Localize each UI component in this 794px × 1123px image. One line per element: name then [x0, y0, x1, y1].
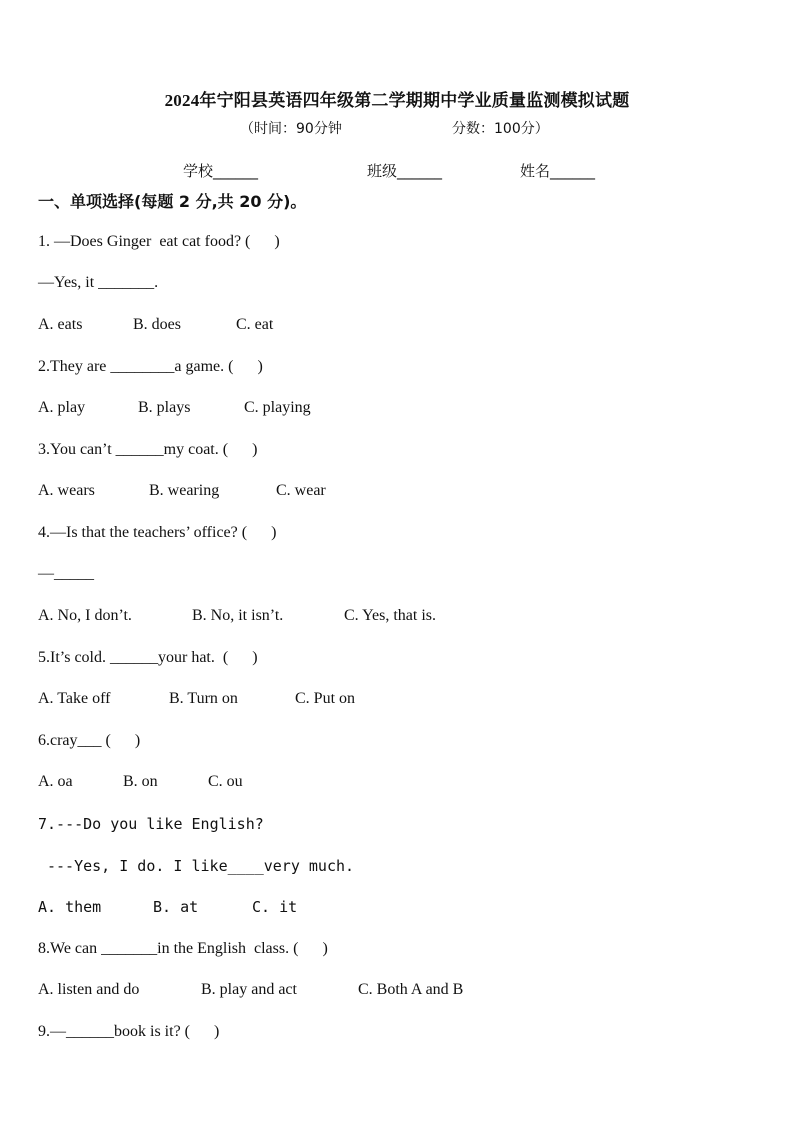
question-9-stem: 9.—______book is it? ( ) [38, 1023, 220, 1040]
question-3-option-c[interactable]: C. wear [276, 482, 326, 499]
question-8-option-a[interactable]: A. listen and do [38, 981, 140, 998]
section-heading: 一、单项选择(每题 2 分,共 20 分)。 [38, 192, 307, 211]
question-1-answer-line: —Yes, it _______. [38, 274, 159, 291]
question-4-stem: 4.—Is that the teachers’ office? ( ) [38, 524, 277, 541]
question-7-option-b[interactable]: B. at [153, 898, 199, 916]
question-1-option-a[interactable]: A. eats [38, 316, 83, 333]
question-4-option-c[interactable]: C. Yes, that is. [344, 607, 437, 624]
question-5-stem: 5.It’s cold. ______your hat. ( ) [38, 649, 258, 666]
question-7-option-a[interactable]: A. them [38, 898, 102, 916]
question-4-option-a[interactable]: A. No, I don’t. [38, 607, 132, 624]
question-6-stem: 6.cray___ ( ) [38, 732, 141, 749]
question-7-stem: 7.---Do you like English? [38, 815, 264, 833]
question-2-stem: 2.They are ________a game. ( ) [38, 358, 263, 375]
question-6-option-a[interactable]: A. oa [38, 773, 73, 790]
question-5-option-c[interactable]: C. Put on [295, 690, 356, 707]
question-2-option-b[interactable]: B. plays [138, 399, 191, 416]
question-4-answer-line: —_____ [38, 565, 94, 582]
question-3-stem: 3.You can’t ______my coat. ( ) [38, 441, 258, 458]
question-4-option-b[interactable]: B. No, it isn’t. [192, 607, 284, 624]
question-6-option-c[interactable]: C. ou [208, 773, 243, 790]
question-1-option-c[interactable]: C. eat [236, 316, 274, 333]
question-2-option-c[interactable]: C. playing [244, 399, 311, 416]
question-8-stem: 8.We can _______in the English class. ( ) [38, 940, 328, 957]
question-5-option-b[interactable]: B. Turn on [169, 690, 238, 707]
question-3-option-a[interactable]: A. wears [38, 482, 95, 499]
class-field[interactable]: 班级______ [367, 162, 443, 180]
exam-time: （时间：90分钟 [240, 121, 342, 137]
exam-score: 分数：100分） [452, 121, 549, 137]
page-title: 2024年宁阳县英语四年级第二学期期中学业质量监测模拟试题 [164, 91, 630, 110]
question-7-option-c[interactable]: C. it [252, 898, 298, 916]
question-8-option-c[interactable]: C. Both A and B [358, 981, 464, 998]
question-1-stem: 1. —Does Ginger eat cat food? ( ) [38, 233, 280, 250]
school-field[interactable]: 学校______ [183, 162, 259, 180]
question-8-option-b[interactable]: B. play and act [201, 981, 297, 998]
question-6-option-b[interactable]: B. on [123, 773, 158, 790]
question-3-option-b[interactable]: B. wearing [149, 482, 220, 499]
name-field[interactable]: 姓名______ [520, 162, 596, 180]
question-7-answer-line: ---Yes, I do. I like____very much. [47, 857, 355, 875]
question-5-option-a[interactable]: A. Take off [38, 690, 111, 707]
question-2-option-a[interactable]: A. play [38, 399, 86, 416]
question-1-option-b[interactable]: B. does [133, 316, 181, 333]
